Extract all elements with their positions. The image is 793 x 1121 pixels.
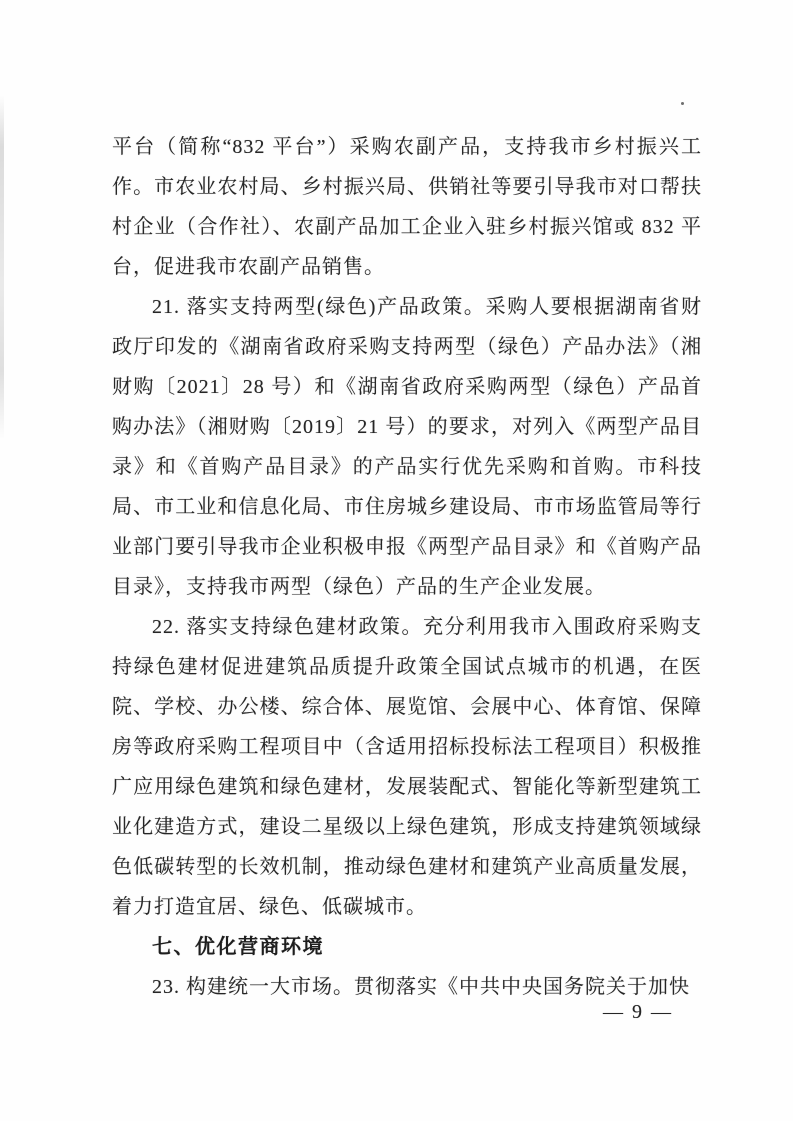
- document-body: [112, 127, 702, 1007]
- text-line: 持绿色建材促进建筑品质提升政策全国试点城市的机遇，在医: [112, 656, 702, 678]
- text-line: 色低碳转型的长效机制，推动绿色建材和建筑产业高质量发展，: [112, 856, 702, 878]
- text-line: 22. 落实支持绿色建材政策。充分利用我市入围政府采购支: [152, 616, 702, 638]
- paragraph: [112, 287, 702, 607]
- text-line: 着力打造宜居、绿色、低碳城市。: [112, 896, 427, 918]
- text-line: 购办法》（湘财购〔2019〕21 号）的要求，对列入《两型产品目: [112, 416, 702, 438]
- text-line: 财购〔2021〕28 号）和《湖南省政府采购两型（绿色）产品首: [112, 376, 702, 398]
- paragraph: [112, 607, 702, 927]
- scan-artifact-left-edge: [0, 95, 4, 440]
- text-line: 23. 构建统一大市场。贯彻落实《中共中央国务院关于加快: [152, 976, 690, 998]
- text-line: 业化建造方式，建设二星级以上绿色建筑，形成支持建筑领域绿: [112, 816, 702, 838]
- text-line: 政厅印发的《湖南省政府采购支持两型（绿色）产品办法》（湘: [112, 336, 702, 358]
- text-line: 院、学校、办公楼、综合体、展览馆、会展中心、体育馆、保障: [112, 696, 702, 718]
- text-line: 局、市工业和信息化局、市住房城乡建设局、市市场监管局等行: [112, 496, 702, 518]
- text-line: 广应用绿色建筑和绿色建材，发展装配式、智能化等新型建筑工: [112, 776, 702, 798]
- text-line: 业部门要引导我市企业积极申报《两型产品目录》和《首购产品: [112, 536, 702, 558]
- scan-artifact-dot: [681, 102, 684, 105]
- text-line: 目录》，支持我市两型（绿色）产品的生产企业发展。: [112, 576, 606, 598]
- text-line: 平台（简称“832 平台”）采购农副产品，支持我市乡村振兴工: [112, 136, 702, 158]
- text-line: 七、优化营商环境: [152, 936, 324, 958]
- text-line: 21. 落实支持两型(绿色)产品政策。采购人要根据湖南省财: [152, 296, 702, 318]
- text-line: 作。市农业农村局、乡村振兴局、供销社等要引导我市对口帮扶: [112, 176, 702, 198]
- text-line: 房等政府采购工程项目中（含适用招标投标法工程项目）积极推: [112, 736, 702, 758]
- text-line: 录》和《首购产品目录》的产品实行优先采购和首购。市科技: [112, 456, 702, 478]
- text-line: 台，促进我市农副产品销售。: [112, 256, 385, 278]
- section-heading: [112, 927, 702, 967]
- text-line: 村企业（合作社）、农副产品加工企业入驻乡村振兴馆或 832 平: [112, 216, 702, 238]
- page-number: — 9 —: [603, 1001, 673, 1023]
- paragraph: [112, 127, 702, 287]
